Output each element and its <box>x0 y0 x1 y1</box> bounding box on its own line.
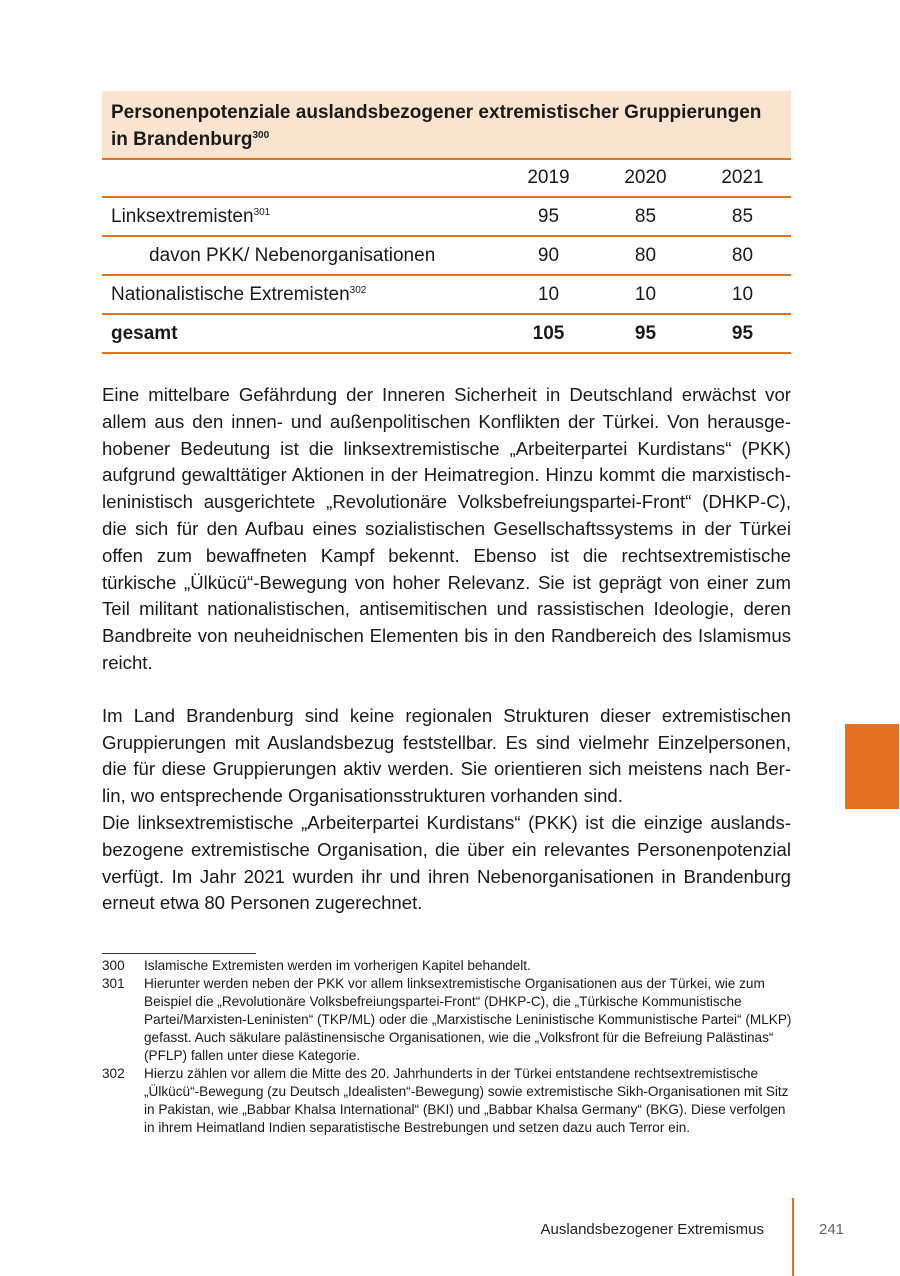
body-text <box>102 382 791 917</box>
paragraph: Im Land Brandenburg sind keine regionalen Strukturen dieser extremistischen Gruppierungen mit Auslandsbezug feststellbar. Es sind vielmehr Einzelpersonen, die für diese Gruppierungen aktiv werden. Sie orientieren sich meistens nach Berlin, wo entsprechende Organisationsstrukturen vorhanden sind. <box>102 704 791 807</box>
data-table <box>102 160 791 354</box>
footnote-number: 302 <box>102 1066 125 1081</box>
year-header: 2020 <box>597 160 694 197</box>
chapter-footer-label: Auslandsbezogener Extremismus <box>540 1221 764 1238</box>
row-label <box>102 197 500 236</box>
footnotes <box>102 957 794 1137</box>
table-row <box>102 236 791 275</box>
footnote <box>102 957 794 975</box>
footnote-number: 300 <box>102 958 125 973</box>
table-cell: 105 <box>500 314 597 353</box>
year-header: 2019 <box>500 160 597 197</box>
table-cell: 10 <box>500 275 597 314</box>
table-cell: 80 <box>694 236 791 275</box>
table-cell: 95 <box>597 314 694 353</box>
footnote <box>102 975 794 1065</box>
footnote-text: Hierunter werden neben der PKK vor allem linksextremistische Organisationen aus der Türkei, wie zum Beispiel die „Revolutionäre Volksbefreiungspartei-Front“ (DHKP-C), die „Türkische Kommunistische Partei/Marxisten-Leninisten“ (TKP/ML) oder die „Marxistische Leninistische Kommunistische Partei“ (MLKP) gefasst. Auch säkulare palästinensische Organisationen, wie die „Volksfront für die Befreiung Palästinas“ (PFLP) fallen unter diese Kategorie. <box>144 976 792 1063</box>
table-cell: 90 <box>500 236 597 275</box>
footnote-text: Islamische Extremisten werden im vorherigen Kapitel behandelt. <box>144 958 531 973</box>
footnote-text: Hierzu zählen vor allem die Mitte des 20. Jahrhunderts in der Türkei entstandene rechtsextremistische „Ülkücü“-Bewegung (zu Deutsch „Idealisten“-Bewegung) sowie extremistische Sikh-Organisationen mit Sitz in Pakistan, wie „Babbar Khalsa International“ (BKI) und „Babbar Khalsa Germany“ (BKG). Diese verfolgen in ihrem Heimatland Indien separatistische Bestrebungen und setzen dazu auch Terror ein. <box>144 1066 789 1135</box>
footnote-ref: 301 <box>253 206 271 218</box>
empty-header-cell <box>102 160 500 197</box>
row-label-text: Nationalistische Extremisten <box>111 283 350 305</box>
footer-divider <box>792 1198 794 1276</box>
table-title <box>102 91 791 160</box>
table-row <box>102 197 791 236</box>
footnote-ref: 300 <box>252 130 270 141</box>
table-cell: 10 <box>694 275 791 314</box>
row-label-text: Linksextremisten <box>111 205 254 227</box>
footnote-number: 301 <box>102 976 125 991</box>
page-number: 241 <box>819 1221 845 1238</box>
paragraph: Die linksextremistische „Arbeiterpartei Kurdistans“ (PKK) ist die einzige auslandsbezogene extremistische Organisation, die über ein relevantes Personenpotenzial verfügt. Im Jahr 2021 wurden ihr und ihren Nebenorganisationen in Brandenburg erneut etwa 80 Personen zugerechnet. <box>102 811 791 914</box>
paragraph: Eine mittelbare Gefährdung der Inneren Sicherheit in Deutschland erwächst vor allem aus den innen- und außenpolitischen Konflikten der Türkei. Von herausgehobener Bedeutung ist die linksextremistische „Arbeiterpartei Kurdistans“ (PKK) aufgrund gewalttätiger Aktionen in der Heimatregion. Hinzu kommt die marxistisch-leninistisch ausgerichtete „Revolutionäre Volksbefreiungspartei-Front“ (DHKP-C), die sich für den Aufbau eines sozialistischen Gesellschaftssystems in der Türkei offen zum bewaffneten Kampf bekennt. Ebenso ist die rechtsextremistische türkische „Ülkücü“-Bewegung von hoher Relevanz. Sie ist geprägt von einer zum Teil militant nationalistischen, antisemitischen und rassistischen Ideologie, deren Bandbreite von neuheidnischen Elementen bis in den Randbereich des Islamismus reicht. <box>102 384 791 673</box>
row-label <box>102 275 500 314</box>
table-cell: 10 <box>597 275 694 314</box>
row-label: davon PKK/ Nebenorganisationen <box>102 236 500 275</box>
table-header-row <box>102 160 791 197</box>
footnote <box>102 1065 794 1137</box>
chapter-side-tab <box>845 724 899 809</box>
table-cell: 85 <box>597 197 694 236</box>
table-cell: 95 <box>694 314 791 353</box>
table-title-text: Personenpotenziale auslandsbezogener extremistischer Gruppierungen in Brandenburg <box>111 102 762 150</box>
table-total-row <box>102 314 791 353</box>
table-cell: 85 <box>694 197 791 236</box>
table-cell: 95 <box>500 197 597 236</box>
table-row <box>102 275 791 314</box>
footnote-divider <box>102 953 256 954</box>
year-header: 2021 <box>694 160 791 197</box>
row-label: gesamt <box>102 314 500 353</box>
table-cell: 80 <box>597 236 694 275</box>
footnote-ref: 302 <box>349 284 367 296</box>
statistics-table <box>102 91 791 354</box>
